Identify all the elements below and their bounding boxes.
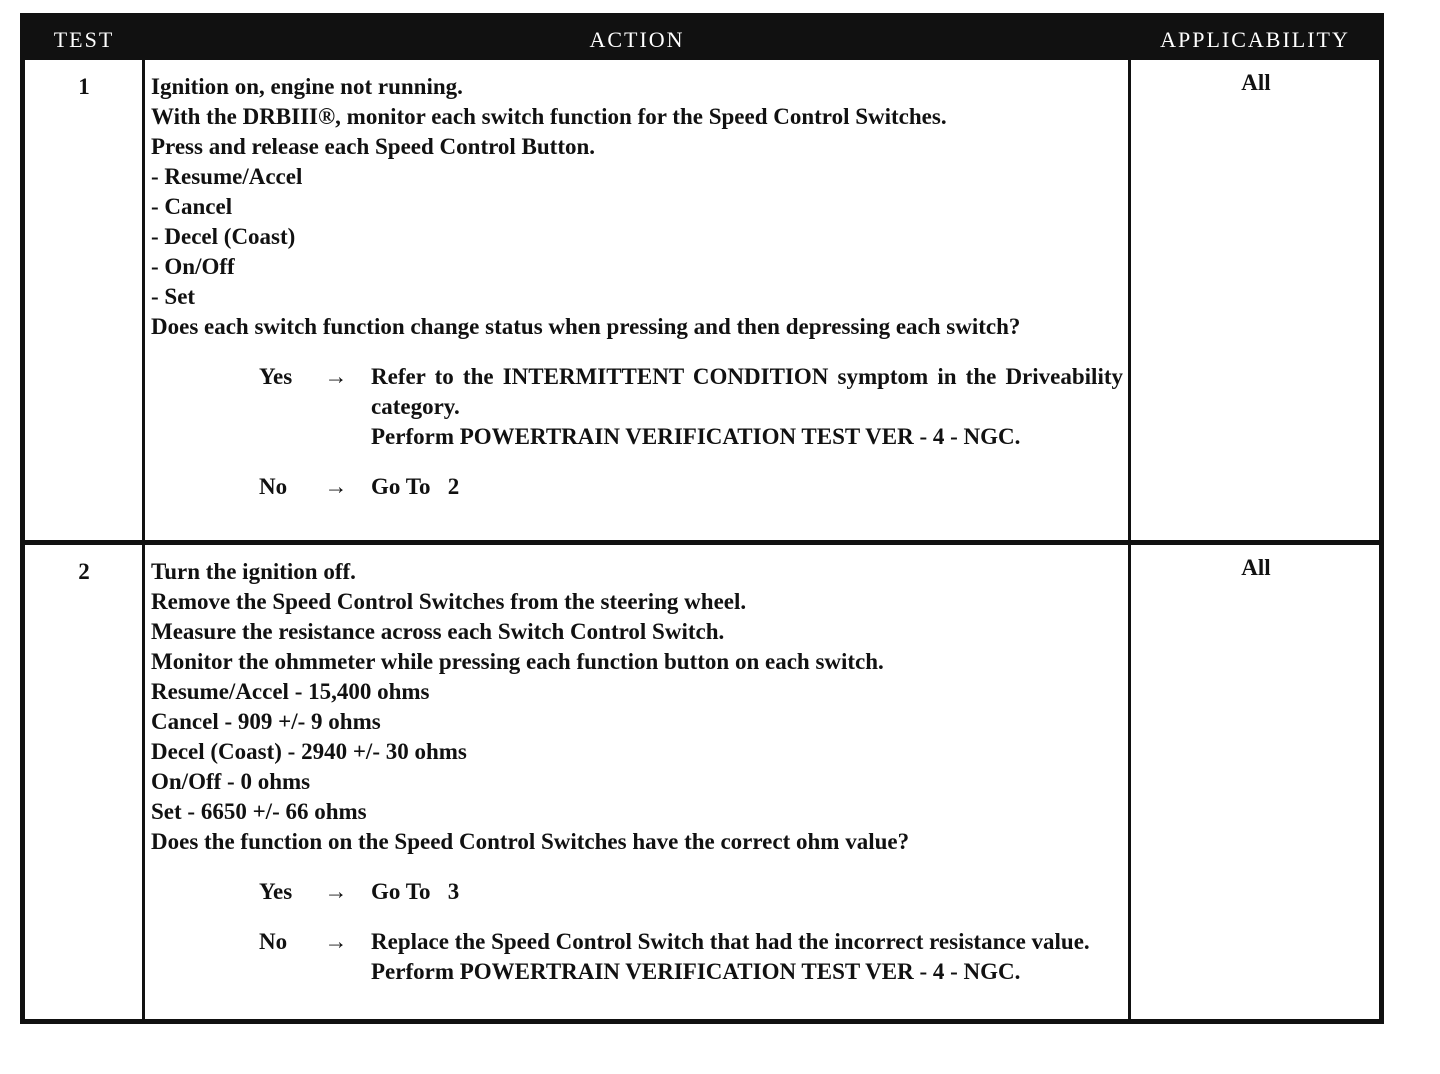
outcome-instruction: Go To 3: [371, 879, 460, 904]
action-line: Decel (Coast) - 2940 +/- 30 ohms: [151, 739, 467, 764]
action-line: Set - 6650 +/- 66 ohms: [151, 799, 367, 824]
header-applicability: APPLICABILITY: [1160, 27, 1350, 52]
outcome-text: [371, 472, 1123, 502]
action-line: Measure the resistance across each Switch Control Switch.: [151, 619, 725, 644]
test-number: 1: [78, 74, 90, 99]
action-line: Turn the ignition off.: [151, 559, 356, 584]
arrow-right-icon: →: [324, 364, 348, 389]
action-line: - Set: [151, 284, 196, 309]
arrow-right-icon: →: [324, 879, 348, 904]
outcome-text: [371, 877, 1123, 907]
outcome-instruction: Perform POWERTRAIN VERIFICATION TEST VER - 4 - NGC.: [371, 424, 1021, 449]
action-line: - Resume/Accel: [151, 164, 303, 189]
column-divider: [142, 60, 145, 540]
applicability-value: All: [1241, 555, 1271, 580]
outcome-instruction: Go To 2: [371, 474, 460, 499]
action-line: - Decel (Coast): [151, 224, 296, 249]
action-line: - On/Off: [151, 254, 235, 279]
arrow-right-icon: →: [324, 474, 348, 499]
outcome-label: No: [259, 474, 288, 499]
action-line: - Cancel: [151, 194, 233, 219]
outcome-label: Yes: [259, 879, 293, 904]
action-line: With the DRBIII®, monitor each switch function for the Speed Control Switches.: [151, 104, 947, 129]
action-line: Resume/Accel - 15,400 ohms: [151, 679, 430, 704]
outcome-label: Yes: [259, 364, 293, 389]
diagnostic-test-table: [20, 13, 1384, 1024]
outcome-no: [151, 472, 1123, 502]
action-question: Does each switch function change status when pressing and then depressing each switch?: [151, 314, 1021, 339]
outcome-text: [371, 927, 1123, 987]
action-cell: [151, 557, 1123, 987]
test-number: 2: [78, 559, 90, 584]
table-row: [25, 545, 1379, 1019]
outcome-instruction: Refer to the INTERMITTENT CONDITION symptom in the Driveability category.: [371, 364, 1123, 419]
arrow-right-icon: →: [324, 929, 348, 954]
action-line: Monitor the ohmmeter while pressing each function button on each switch.: [151, 649, 884, 674]
outcome-label: No: [259, 929, 288, 954]
column-divider: [142, 545, 145, 1019]
applicability-value: All: [1241, 70, 1271, 95]
outcome-yes: [151, 877, 1123, 907]
outcome-yes: [151, 362, 1123, 452]
action-question: Does the function on the Speed Control Switches have the correct ohm value?: [151, 829, 910, 854]
table-header: [25, 18, 1379, 60]
table-row: [25, 60, 1379, 545]
column-divider: [1128, 60, 1131, 540]
outcome-text: [371, 362, 1123, 452]
outcome-no: [151, 927, 1123, 987]
header-test: TEST: [53, 27, 115, 52]
outcome-instruction: Perform POWERTRAIN VERIFICATION TEST VER - 4 - NGC.: [371, 959, 1021, 984]
action-line: Cancel - 909 +/- 9 ohms: [151, 709, 381, 734]
action-line: Ignition on, engine not running.: [151, 74, 463, 99]
action-cell: [151, 72, 1123, 502]
action-line: On/Off - 0 ohms: [151, 769, 311, 794]
column-divider: [1128, 545, 1131, 1019]
header-action: ACTION: [589, 27, 685, 52]
action-line: Remove the Speed Control Switches from the steering wheel.: [151, 589, 747, 614]
outcome-instruction: Replace the Speed Control Switch that had the incorrect resistance value.: [371, 929, 1090, 954]
action-line: Press and release each Speed Control Button.: [151, 134, 596, 159]
